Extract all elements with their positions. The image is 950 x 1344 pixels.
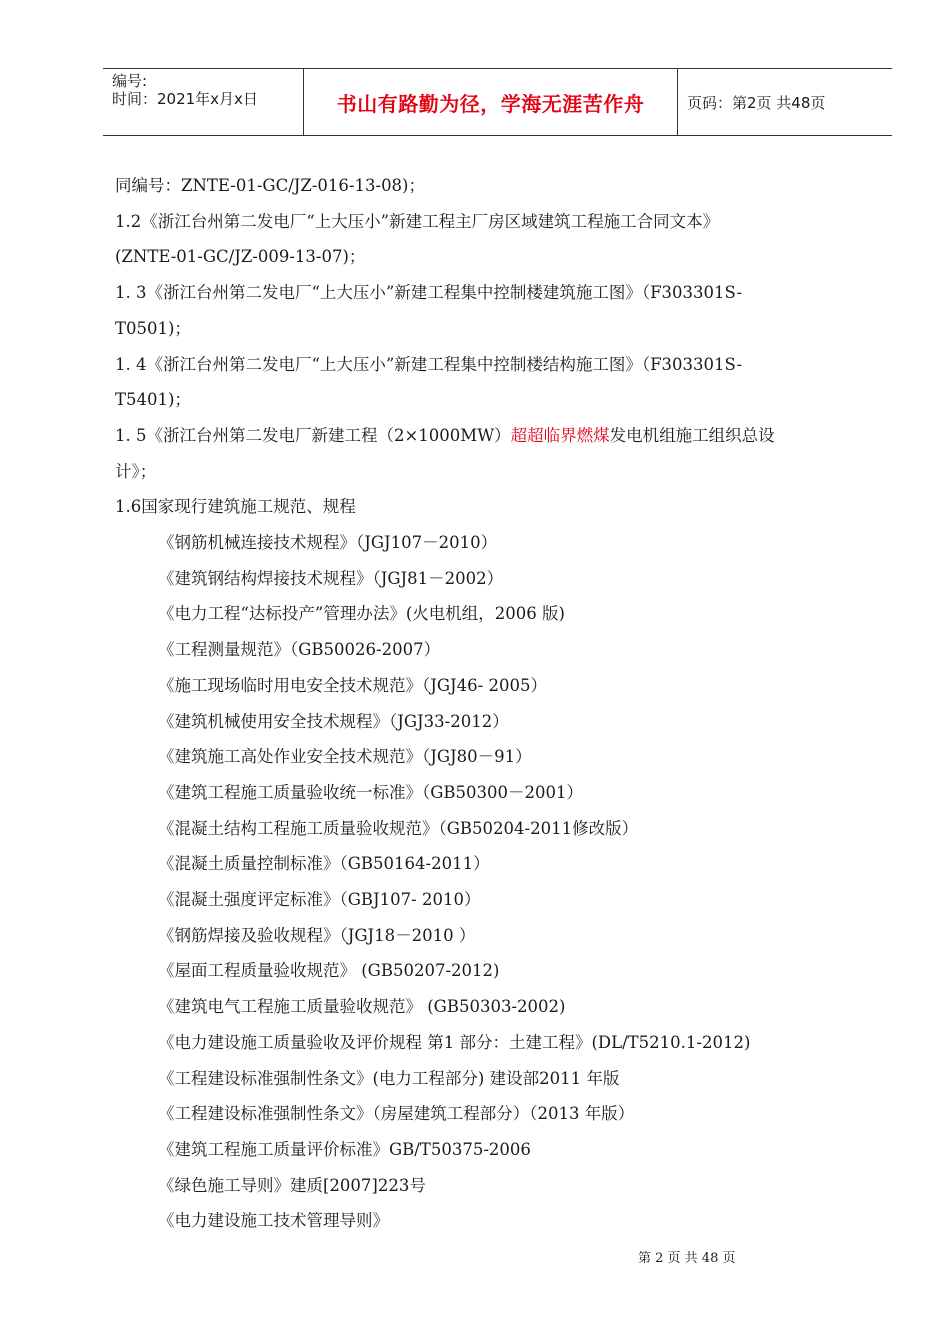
standard-item: 《工程测量规范》（GB50026-2007）: [158, 640, 441, 660]
document-body: [115, 168, 895, 1239]
standard-item: 《电力建设施工技术管理导则》: [158, 1211, 389, 1231]
text-line: T5401)；: [115, 390, 191, 410]
standard-item: 《混凝土强度评定标准》（GBJ107- 2010）: [158, 890, 481, 910]
text-line: [115, 418, 895, 454]
standard-item: 《建筑机械使用安全技术规程》（JGJ33-2012）: [158, 711, 509, 731]
standard-item: 《绿色施工导则》建质[2007]223号: [158, 1175, 426, 1195]
text-line: (ZNTE-01-GC/JZ-009-13-07)；: [115, 247, 366, 267]
standard-item: 《电力工程“达标投产”管理办法》(火电机组，2006 版): [158, 604, 565, 624]
page-footer: 第 2 页 共 48 页: [638, 1251, 736, 1266]
standard-item: 《混凝土质量控制标准》（GB50164-2011）: [158, 854, 490, 874]
header-page-label: 页码：第2页 共48页: [687, 93, 826, 112]
standard-item: 《混凝土结构工程施工质量验收规范》（GB50204-2011修改版）: [158, 818, 639, 838]
time-label: 时间：2021年x月x日: [112, 90, 258, 108]
standard-item: 《屋面工程质量验收规范》 (GB50207-2012): [158, 961, 500, 981]
section-heading: 1.6国家现行建筑施工规范、规程: [115, 497, 356, 517]
standard-item: 《钢筋机械连接技术规程》（JGJ107－2010）: [158, 533, 498, 553]
standard-item: 《钢筋焊接及验收规程》（JGJ18－2010 ）: [158, 925, 476, 945]
standard-item: 《电力建设施工质量验收及评价规程 第1 部分：土建工程》(DL/T5210.1-2012): [158, 1032, 751, 1052]
text-line: 1. 3《浙江台州第二发电厂“上大压小”新建工程集中控制楼建筑施工图》（F303301S-: [115, 283, 743, 303]
standard-item: 《工程建设标准强制性条文》(电力工程部分) 建设部2011 年版: [158, 1068, 620, 1088]
text-line: 计》；: [115, 461, 157, 481]
text-segment: 发电机组施工组织总设: [609, 425, 775, 445]
standard-item: 《建筑工程施工质量评价标准》GB/T50375-2006: [158, 1139, 531, 1159]
standard-item: 《建筑施工高处作业安全技术规范》（JGJ80－91）: [158, 747, 532, 767]
standard-item: 《建筑钢结构焊接技术规程》（JGJ81－2002）: [158, 568, 504, 588]
header-meta: [103, 69, 304, 135]
standard-item: 《工程建设标准强制性条文》（房屋建筑工程部分）（2013 年版）: [158, 1104, 635, 1124]
text-segment: 1. 5《浙江台州第二发电厂新建工程（2×1000MW）: [115, 425, 511, 445]
standard-item: 《建筑工程施工质量验收统一标准》（GB50300－2001）: [158, 782, 584, 802]
text-line: 1. 4《浙江台州第二发电厂“上大压小”新建工程集中控制楼结构施工图》（F303301S-: [115, 354, 743, 374]
standard-item: 《施工现场临时用电安全技术规范》（JGJ46- 2005）: [158, 675, 547, 695]
page-header: [103, 68, 892, 136]
highlighted-text: 超超临界燃煤: [510, 425, 610, 445]
number-label: 编号:: [112, 72, 148, 90]
text-line: 同编号：ZNTE-01-GC/JZ-016-13-08)；: [115, 176, 425, 195]
header-motto: 书山有路勤为径，学海无涯苦作舟: [304, 69, 678, 135]
standard-item: 《建筑电气工程施工质量验收规范》 (GB50303-2002): [158, 997, 566, 1017]
text-line: 1.2《浙江台州第二发电厂“上大压小”新建工程主厂房区域建筑工程施工合同文本》: [115, 211, 720, 231]
text-line: T0501)；: [115, 318, 191, 338]
